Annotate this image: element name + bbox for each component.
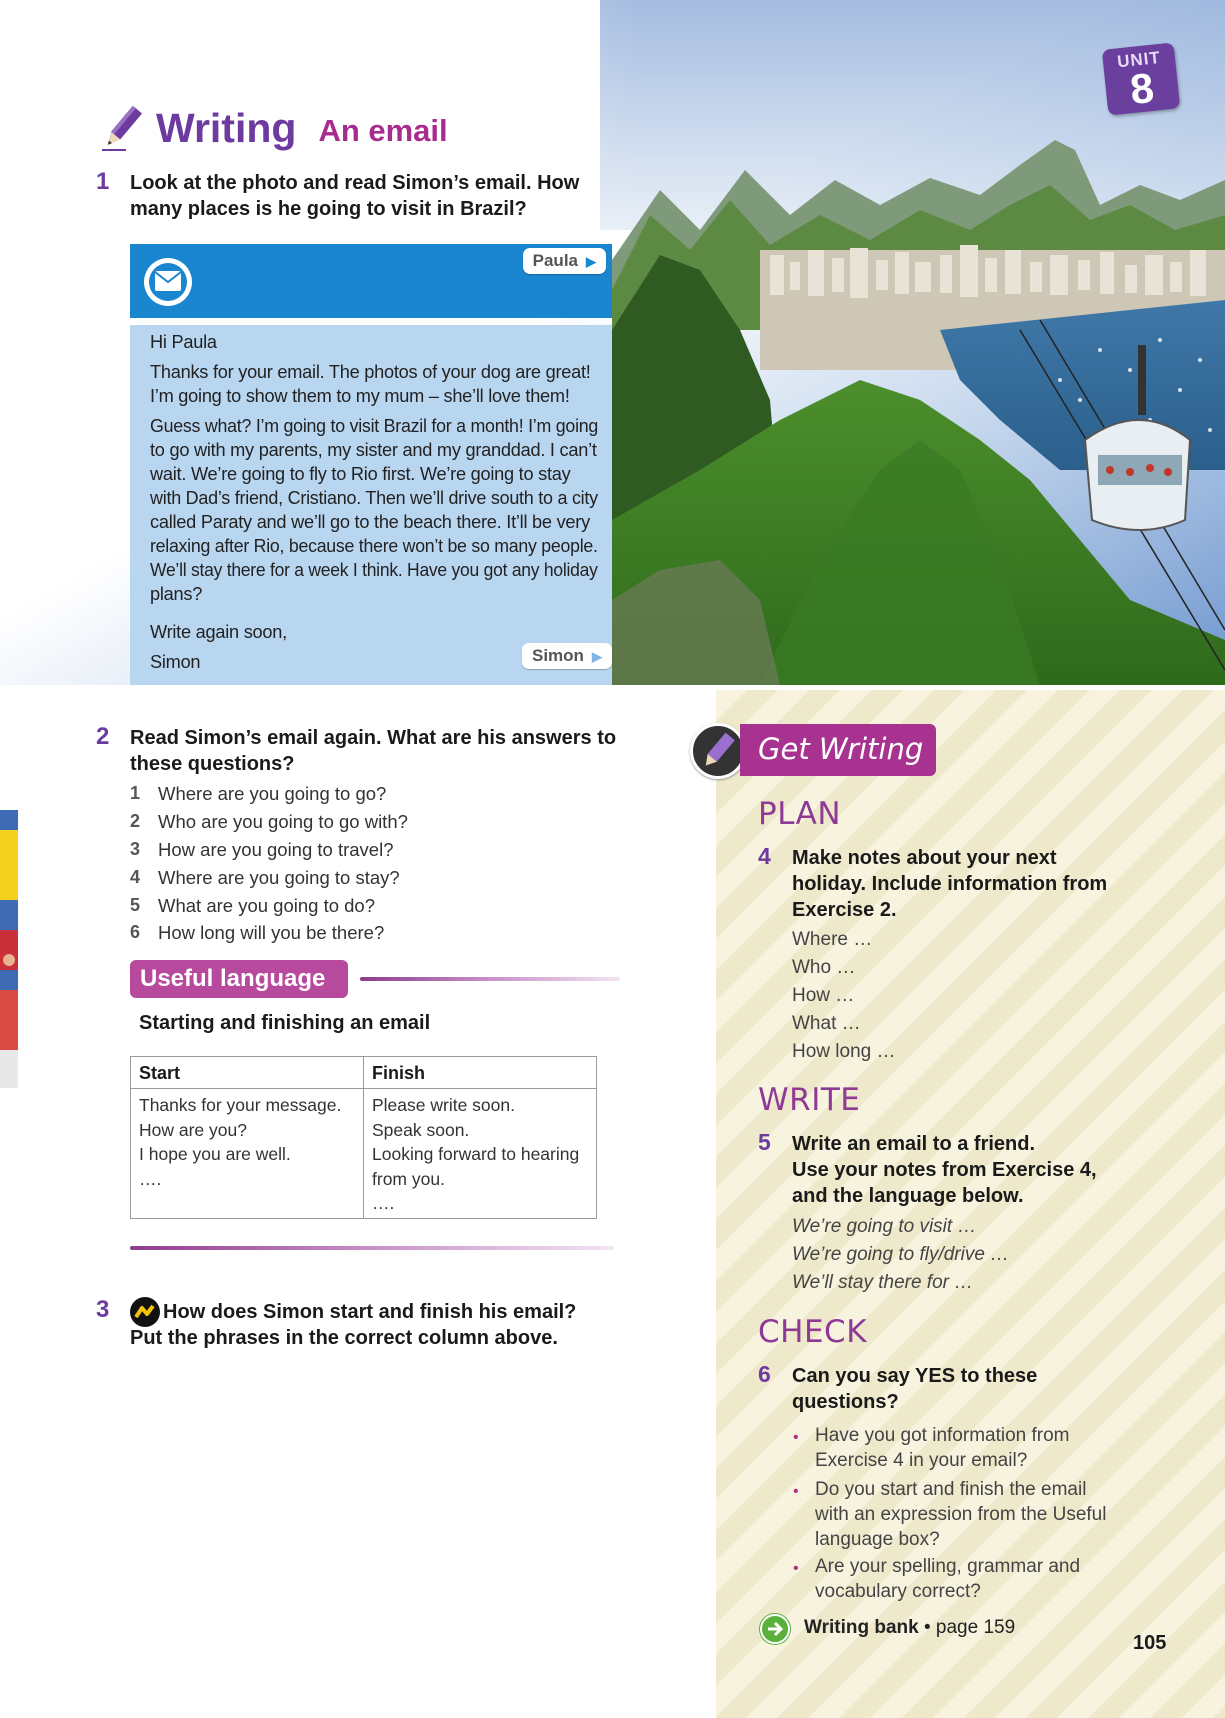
exercise-1-line-2: many places is he going to visit in Brazil? bbox=[130, 198, 527, 220]
check-item: Exercise 4 in your email? bbox=[815, 1450, 1028, 1471]
bullet-dot: • bbox=[793, 1429, 799, 1446]
plan-item: Where … bbox=[792, 929, 873, 950]
useful-language-subtitle: Starting and finishing an email bbox=[139, 1012, 431, 1034]
phrase: Speak soon. bbox=[372, 1119, 470, 1140]
phrase: from you. bbox=[372, 1168, 445, 1189]
envelope-icon bbox=[144, 258, 192, 306]
exercise-5-line: and the language below. bbox=[792, 1185, 1024, 1207]
question-number: 3 bbox=[130, 839, 141, 859]
exercise-4-number: 4 bbox=[758, 843, 771, 869]
play-arrow-icon: ▶ bbox=[591, 649, 602, 664]
exercise-6-line: questions? bbox=[792, 1391, 899, 1413]
check-item: vocabulary correct? bbox=[815, 1581, 981, 1602]
plan-item: What … bbox=[792, 1013, 861, 1034]
question-text: Who are you going to go with? bbox=[158, 811, 408, 832]
sender-tag bbox=[522, 643, 612, 669]
page-number: 105 bbox=[1133, 1632, 1167, 1654]
divider bbox=[130, 1246, 614, 1250]
phrases-table bbox=[130, 1056, 597, 1219]
plan-item: How long … bbox=[792, 1041, 896, 1062]
pencil-writing-icon bbox=[96, 102, 148, 154]
page-title bbox=[96, 100, 448, 156]
phrase: …. bbox=[372, 1193, 395, 1213]
email-line: to go with my parents, my sister and my granddad. I can’t bbox=[150, 440, 597, 460]
email-line: Hi Paula bbox=[150, 332, 217, 352]
question-number: 4 bbox=[130, 867, 141, 887]
email-line: Simon bbox=[150, 652, 201, 672]
unit-label: UNIT bbox=[1116, 47, 1162, 72]
exercise-3-line-1: How does Simon start and finish his email? bbox=[163, 1301, 577, 1323]
divider bbox=[360, 977, 620, 981]
exercise-6-number: 6 bbox=[758, 1361, 771, 1387]
phrase: …. bbox=[139, 1168, 162, 1189]
write-phrase: We’re going to visit … bbox=[792, 1216, 977, 1237]
email-line: wait. We’re going to fly to Rio first. We’re going to stay bbox=[150, 464, 571, 484]
question-text: Where are you going to stay? bbox=[158, 867, 400, 888]
check-item: Have you got information from bbox=[815, 1425, 1070, 1446]
email-line: relaxing after Rio, because there won’t be so many people. bbox=[150, 536, 598, 556]
start-cell bbox=[131, 1089, 364, 1219]
check-item: language box? bbox=[815, 1529, 940, 1550]
bullet-dot: • bbox=[793, 1483, 799, 1500]
plan-item: How … bbox=[792, 985, 855, 1006]
side-photo-strip bbox=[0, 810, 18, 1088]
play-arrow-icon: ▶ bbox=[586, 254, 596, 269]
writing-bank-page: • page 159 bbox=[918, 1617, 1016, 1638]
email-line: Guess what? I’m going to visit Brazil for a month! I’m going bbox=[150, 416, 599, 436]
email-line: called Paraty and we’ll go to the beach there. It’ll be very bbox=[150, 512, 590, 532]
phrase: How are you? bbox=[139, 1119, 247, 1140]
title-subtitle: An email bbox=[318, 113, 448, 148]
question-number: 6 bbox=[130, 922, 141, 942]
arrow-right-circle-icon[interactable] bbox=[760, 1614, 790, 1644]
phrase: Please write soon. bbox=[372, 1095, 515, 1115]
email-header bbox=[130, 244, 612, 318]
phrase: Looking forward to hearing bbox=[372, 1144, 580, 1164]
exercise-1-line-1: Look at the photo and read Simon’s email. How bbox=[130, 172, 580, 194]
question-text: How long will you be there? bbox=[158, 922, 385, 943]
phrase: Thanks for your message. bbox=[139, 1095, 342, 1115]
unit-badge bbox=[1102, 42, 1181, 115]
write-phrase: We’ll stay there for … bbox=[792, 1272, 974, 1293]
audio-icon[interactable] bbox=[130, 1297, 160, 1327]
write-heading: WRITE bbox=[758, 1082, 861, 1118]
plan-heading: PLAN bbox=[758, 796, 842, 832]
email-line: I’m going to show them to my mum – she’ll love them! bbox=[150, 386, 570, 406]
writing-bank-link[interactable] bbox=[804, 1617, 1015, 1639]
plan-item: Who … bbox=[792, 957, 856, 978]
exercise-4-line: Make notes about your next bbox=[792, 847, 1057, 869]
write-phrase: We’re going to fly/drive … bbox=[792, 1244, 1010, 1265]
column-header-finish: Finish bbox=[364, 1057, 597, 1089]
exercise-2-number: 2 bbox=[96, 723, 110, 750]
writing-bank-label: Writing bank bbox=[804, 1617, 919, 1638]
sender-name: Simon bbox=[532, 646, 584, 665]
finish-cell bbox=[364, 1089, 597, 1219]
question-text: What are you going to do? bbox=[158, 895, 376, 916]
column-header-start: Start bbox=[131, 1057, 364, 1089]
exercise-1-number: 1 bbox=[96, 168, 110, 195]
exercise-5-line: Use your notes from Exercise 4, bbox=[792, 1159, 1097, 1181]
exercise-2-line-2: these questions? bbox=[130, 753, 295, 775]
exercise-5-line: Write an email to a friend. bbox=[792, 1133, 1036, 1155]
check-item: Are your spelling, grammar and bbox=[815, 1556, 1081, 1577]
pencil-writing-icon bbox=[690, 723, 746, 779]
email-body bbox=[130, 325, 612, 685]
bullet-dot: • bbox=[793, 1560, 799, 1577]
exercise-4-line: Exercise 2. bbox=[792, 899, 897, 921]
recipient-tag bbox=[523, 248, 606, 274]
exercise-3-number: 3 bbox=[96, 1296, 110, 1323]
check-heading: CHECK bbox=[758, 1314, 868, 1350]
check-item: Do you start and finish the email bbox=[815, 1479, 1087, 1500]
question-number: 1 bbox=[130, 783, 141, 803]
exercise-3-line-2: Put the phrases in the correct column above. bbox=[130, 1327, 558, 1349]
email-line: with Dad’s friend, Cristiano. Then we’ll drive south to a city bbox=[150, 488, 598, 508]
unit-number: 8 bbox=[1127, 63, 1157, 114]
title-writing: Writing bbox=[156, 104, 297, 151]
useful-language-tab: Useful language bbox=[130, 960, 348, 998]
exercise-5-number: 5 bbox=[758, 1129, 771, 1155]
get-writing-tab: Get Writing bbox=[740, 724, 936, 776]
recipient-name: Paula bbox=[532, 251, 578, 270]
exercise-6-line: Can you say YES to these bbox=[792, 1365, 1038, 1387]
exercise-2-line-1: Read Simon’s email again. What are his answers to bbox=[130, 727, 617, 749]
check-item: with an expression from the Useful bbox=[815, 1504, 1107, 1525]
question-text: How are you going to travel? bbox=[158, 839, 394, 860]
email-line: Thanks for your email. The photos of your dog are great! bbox=[150, 362, 591, 382]
phrase: I hope you are well. bbox=[139, 1144, 291, 1164]
exercise-4-line: holiday. Include information from bbox=[792, 873, 1108, 895]
email-line: Write again soon, bbox=[150, 622, 287, 642]
question-number: 5 bbox=[130, 895, 141, 915]
email-line: plans? bbox=[150, 584, 203, 604]
question-text: Where are you going to go? bbox=[158, 783, 387, 804]
question-number: 2 bbox=[130, 811, 141, 831]
email-line: We’ll stay there for a week I think. Have you got any holiday bbox=[150, 560, 598, 580]
